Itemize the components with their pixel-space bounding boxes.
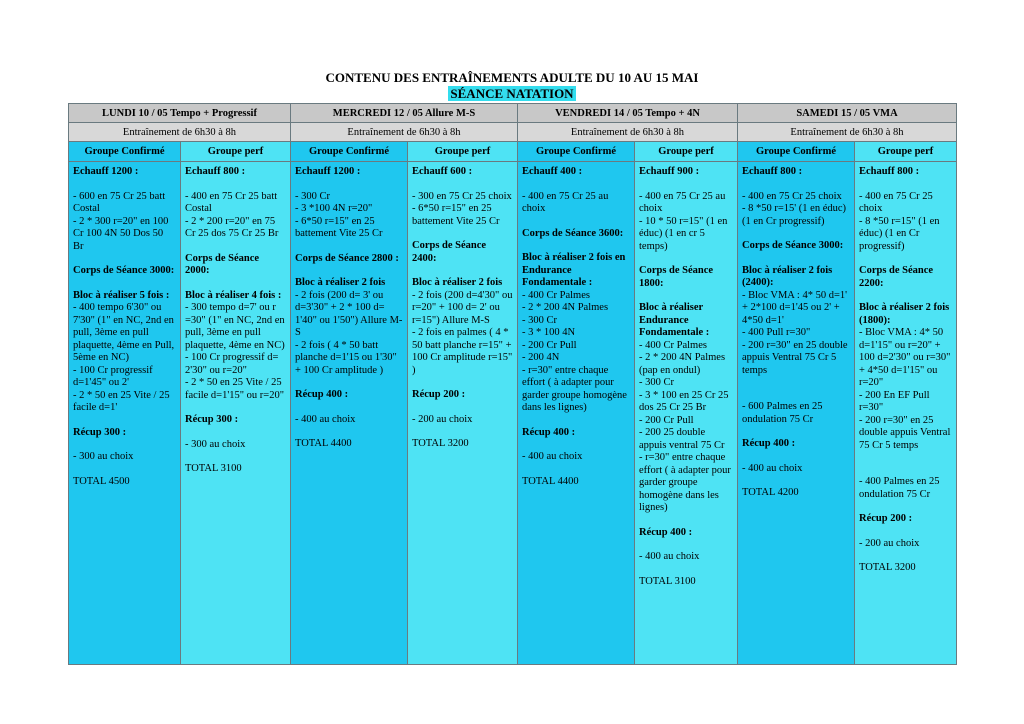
time-vendredi: Entraînement de 6h30 à 8h [518,123,738,142]
session-line: - 400 au choix [639,551,700,562]
section-heading: Récup 200 : [412,389,466,400]
line-gap [639,290,733,302]
session-line: - 300 au choix [185,438,246,450]
line-gap [185,402,286,414]
session-line: - 200 au choix [412,413,473,425]
line-gap [522,415,630,427]
session-line: - 200 25 double appuis ventral 75 Cr [639,427,725,451]
line-gap [639,539,733,551]
section-heading: Bloc à réaliser 2 fois [295,277,386,288]
group-header-perf: Groupe perf [408,142,518,162]
line-gap [185,278,286,290]
session-line: - 300 Cr [522,314,557,326]
time-lundi: Entraînement de 6h30 à 8h [69,123,291,142]
session-line: - 100 Cr progressif d=1'45" ou 2' [73,364,153,388]
session-cell-samedi-confirme [738,162,855,665]
section-heading: Bloc à réaliser 2 fois (2400): [742,264,833,288]
session-line: - Bloc VMA : 4* 50 d=1'15" ou r=20" + 100 d=2'30" ou r=30" + 4*50 d=1'15" ou r=20" [859,327,951,388]
session-line: - 400 en 75 Cr 25 batt Costal [185,190,278,214]
session-line: - 3 *100 4N r=20" [295,203,373,214]
line-gap [295,402,403,414]
session-line: - Bloc VMA : 4* 50 d=1' + 2*100 d=1'45 ou 2' + 4*50 d=1' [742,289,848,326]
session-line: - 300 Cr [639,377,674,388]
section-heading: Echauff 900 : [639,166,700,177]
session-cell-vendredi-perf [635,162,738,665]
section-heading: Récup 400 : [295,389,349,400]
line-gap [742,475,850,487]
session-line: - 400 Palmes en 25 ondulation 75 Cr [859,476,940,500]
line-gap [742,426,850,438]
line-gap [522,179,630,191]
line-gap [522,439,630,451]
session-line: - 300 au choix [73,451,134,462]
line-gap [185,427,286,439]
line-gap [522,216,630,228]
line-gap [859,464,952,476]
line-gap [73,464,176,476]
section-heading: Bloc à réaliser 2 fois en Endurance Fondamentale : [522,252,626,288]
session-line: - 300 tempo d=7' ou r =30" (1" en NC, 2nd en pull, 3ème en pull plaquette, 4ème en NC) [185,302,285,351]
line-gap [73,278,176,290]
session-cell-lundi-confirme [69,162,181,665]
section-heading: Corps de Séance 3000: [742,240,844,251]
line-gap [522,240,630,252]
section-heading: Bloc à réaliser 2 fois (1800): [859,302,950,326]
session-line: - r=30" entre chaque effort ( à adapter pour garder groupe homogène dans les lignes) [639,452,731,513]
session-line: - 6*50 r=15" en 25 battement Vite 25 Cr [412,203,500,227]
section-heading: Corps de Séance 3000: [73,265,175,276]
session-cell-samedi-perf [855,162,957,665]
section-heading: Corps de Séance 2000: [185,252,260,276]
session-line: - 2 * 200 r=20" en 75 Cr 25 dos 75 Cr 25 Br [185,215,279,239]
line-gap [859,501,952,513]
section-heading: Corps de Séance 2800 : [295,252,399,264]
session-line: - 300 en 75 Cr 25 choix [412,190,512,202]
session-line: - 200 r=30" en 25 double appuis Ventral 75 Cr 5 temps [742,339,848,376]
line-gap [412,179,513,191]
session-cell-mercredi-confirme [291,162,408,665]
session-line: TOTAL 3200 [859,562,916,573]
section-heading: Récup 200 : [859,513,913,524]
day-header-vendredi: VENDREDI 14 / 05 Tempo + 4N [518,104,738,123]
line-gap [859,290,952,302]
line-gap [412,426,513,438]
line-gap [639,515,733,527]
session-cell-lundi-perf [181,162,291,665]
line-gap [73,415,176,427]
session-line: - 600 Palmes en 25 ondulation 75 Cr [742,401,823,425]
line-gap [185,179,286,191]
line-gap [295,377,403,389]
training-table [68,103,957,665]
session-line: TOTAL 4200 [742,487,799,498]
line-gap [295,265,403,277]
line-gap [185,451,286,463]
session-line: - r=30" entre chaque effort ( à adapter pour garder groupe homogène dans les lignes) [522,364,627,413]
section-heading: Corps de Séance 2200: [859,265,934,289]
line-gap [742,253,850,265]
section-heading: Récup 300 : [73,426,127,438]
line-gap [859,550,952,562]
session-line: - 400 au choix [742,462,803,474]
session-cell-mercredi-perf [408,162,518,665]
line-gap [859,179,952,191]
line-gap [859,452,952,464]
section-heading: Bloc à réaliser 4 fois : [185,289,282,301]
time-mercredi: Entraînement de 6h30 à 8h [291,123,518,142]
section-heading: Récup 400 : [639,526,693,538]
line-gap [742,228,850,240]
session-line: - 2 * 200 4N Palmes (pap en ondul) [639,352,726,376]
session-line: - 8 *50 r=15' (1 en éduc) (1 en Cr progressif) [742,203,847,227]
line-gap [639,564,733,576]
session-line: - 200 En EF Pull r=30" [859,389,930,413]
section-heading: Récup 300 : [185,414,239,425]
line-gap [295,241,403,253]
session-line: TOTAL 3200 [412,438,469,449]
section-heading: Corps de Séance 2400: [412,240,487,264]
section-heading: Echauff 800 : [859,166,920,177]
session-line: - 400 Pull r=30" [742,327,811,338]
session-line: - 3 * 100 4N [522,327,576,338]
line-gap [742,451,850,463]
session-line: - 2 fois ( 4 * 50 batt planche d=1'15 ou 1'30" + 100 Cr amplitude ) [295,339,397,376]
session-line: TOTAL 4400 [295,438,352,449]
session-line: - 400 en 75 Cr 25 choix [742,190,842,202]
section-heading: Récup 400 : [522,426,576,438]
subtitle-highlight: SÉANCE NATATION [450,86,574,101]
session-line: - 400 Cr Palmes [522,289,590,301]
section-heading: Echauff 1200 : [295,166,361,177]
line-gap [295,426,403,438]
section-heading: Echauff 800 : [742,166,803,177]
group-header-confirme: Groupe Confirmé [518,142,635,162]
time-samedi: Entraînement de 6h30 à 8h [738,123,957,142]
section-heading: Echauff 800 : [185,166,246,177]
section-heading: Echauff 600 : [412,166,473,177]
line-gap [73,253,176,265]
group-header-perf: Groupe perf [635,142,738,162]
group-header-confirme: Groupe Confirmé [69,142,181,162]
section-heading: Corps de Séance 1800: [639,265,714,289]
section-heading: Echauff 400 : [522,166,583,177]
line-gap [522,464,630,476]
line-gap [639,179,733,191]
session-line: - 2 * 50 en 25 Vite / 25 facile d=1' [73,389,170,413]
day-header-samedi: SAMEDI 15 / 05 VMA [738,104,957,123]
section-heading: Bloc à réaliser 5 fois : [73,289,170,301]
session-line: - 3 * 100 en 25 Cr 25 dos 25 Cr 25 Br [639,389,729,413]
session-line: - 400 tempo 6'30" ou 7'30" (1" en NC, 2nd en pull, 3ème en pull plaquette, 4ème en Pull, 5ème en NC) [73,302,175,363]
line-gap [639,253,733,265]
session-line: - 400 en 75 Cr 25 choix [859,190,933,214]
session-line: - 200 4N [522,352,560,363]
session-line: - 2 fois en palmes ( 4 * 50 batt planche r=15" + 100 Cr amplitude r=15" ) [412,327,513,376]
day-header-mercredi: MERCREDI 12 / 05 Allure M-S [291,104,518,123]
group-header-perf: Groupe perf [181,142,291,162]
group-header-perf: Groupe perf [855,142,957,162]
session-line: TOTAL 3100 [185,463,242,474]
session-line: - 2 fois (200 d= 3' ou d=3'30" + 2 * 100 d= 1'40" ou 1'50") Allure M-S [295,289,403,338]
line-gap [412,265,513,277]
session-line: TOTAL 4400 [522,475,579,487]
line-gap [412,402,513,414]
line-gap [185,241,286,253]
line-gap [859,526,952,538]
session-line: - 200 Cr Pull [639,414,694,426]
session-line: - 600 en 75 Cr 25 batt Costal [73,190,166,214]
session-line: - 100 Cr progressif d= 2'30" ou r=20" [185,352,279,376]
session-line: - 300 Cr [295,190,330,202]
session-line: - 10 * 50 r=15" (1 en éduc) (1 en cr 5 temps) [639,215,728,252]
session-line: - 8 *50 r=15" (1 en éduc) (1 en Cr progressif) [859,215,940,252]
document-title: CONTENU DES ENTRAÎNEMENTS ADULTE DU 10 AU 15 MAI [325,70,699,85]
session-line: - 2 * 200 4N Palmes [522,302,609,313]
line-gap [742,179,850,191]
section-heading: Bloc à réaliser 2 fois [412,277,503,288]
section-heading: Bloc à réaliser Endurance Fondamentale : [639,302,710,338]
session-line: - 2 * 300 r=20" en 100 Cr 100 4N 50 Dos 50 Br [73,215,169,252]
line-gap [412,228,513,240]
line-gap [73,439,176,451]
line-gap [73,179,176,191]
session-cell-vendredi-confirme [518,162,635,665]
group-header-confirme: Groupe Confirmé [291,142,408,162]
line-gap [412,377,513,389]
day-header-lundi: LUNDI 10 / 05 Tempo + Progressif [69,104,291,123]
session-line: TOTAL 3100 [639,575,696,587]
session-line: - 400 Cr Palmes [639,339,707,351]
group-header-confirme: Groupe Confirmé [738,142,855,162]
session-line: - 200 Cr Pull [522,339,577,351]
section-heading: Echauff 1200 : [73,166,139,177]
session-line: - 400 au choix [295,413,356,425]
line-gap [295,179,403,191]
session-line: - 400 en 75 Cr 25 au choix [639,190,726,214]
session-line: TOTAL 4500 [73,475,130,487]
session-line: - 200 au choix [859,537,920,549]
line-gap [742,377,850,389]
session-line: - 2 fois (200 d=4'30" ou r=20" + 100 d= 2' ou r=15") Allure M-S [412,289,513,326]
line-gap [859,253,952,265]
line-gap [742,389,850,401]
session-line: - 6*50 r=15" en 25 battement Vite 25 Cr [295,215,383,239]
section-heading: Récup 400 : [742,438,796,449]
session-line: - 400 en 75 Cr 25 au choix [522,190,609,214]
session-line: - 400 au choix [522,451,583,462]
document-subtitle [0,86,1024,102]
session-line: - 2 * 50 en 25 Vite / 25 facile d=1'15" ou r=20" [185,377,284,401]
section-heading: Corps de Séance 3600: [522,227,624,239]
session-line: - 200 r=30" en 25 double appuis Ventral 75 Cr 5 temps [859,414,951,451]
